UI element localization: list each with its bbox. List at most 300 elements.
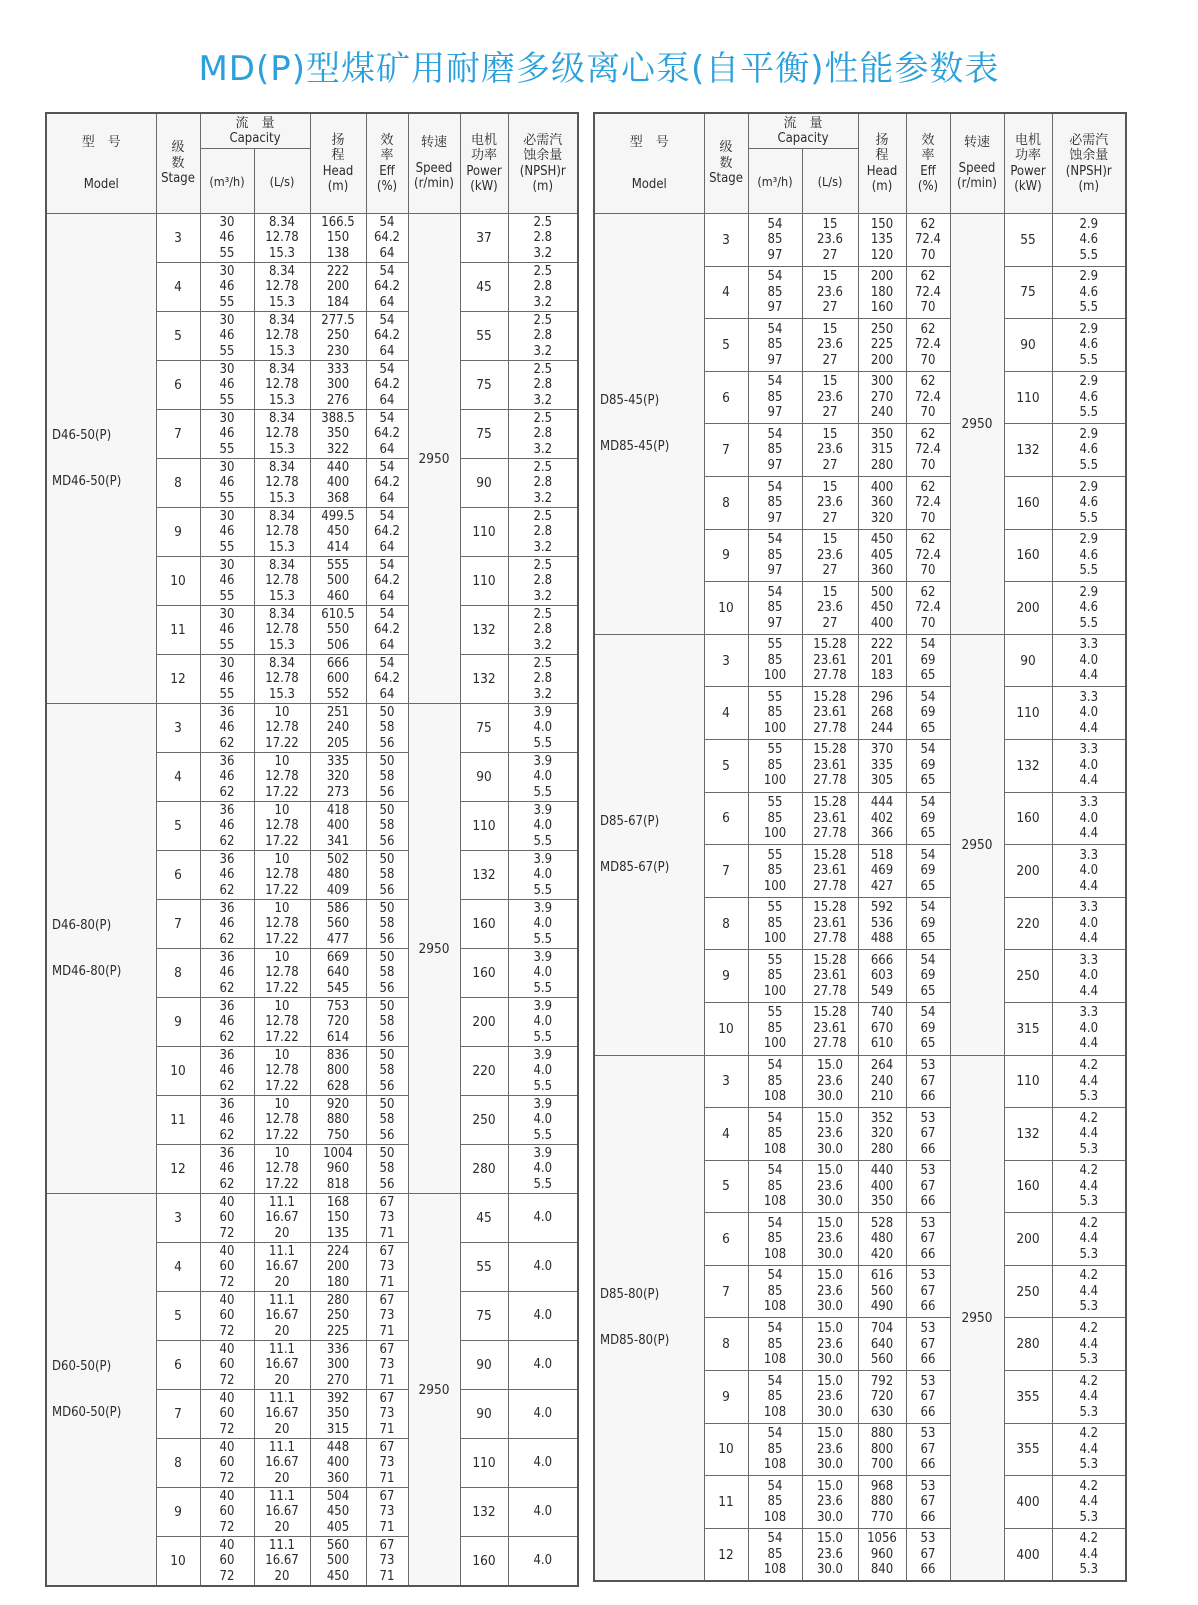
capacity-m3h-cell (748, 1265, 802, 1318)
capacity-ls-cell-value: 23.6 (816, 1073, 844, 1089)
capacity-ls-cell (802, 266, 858, 319)
npsh-cell-value: 4.0 (533, 1014, 553, 1030)
head-cell-value: 592 (870, 900, 894, 916)
head-cell-value: 250 (326, 328, 350, 344)
npsh-cell-value: 5.3 (1079, 1457, 1099, 1473)
head-cell-value: 614 (326, 1029, 350, 1045)
efficiency-cell-value: 62 (920, 532, 936, 548)
capacity-ls-cell-value: 16.67 (265, 1455, 299, 1471)
model-name: D46-80(P) (52, 917, 112, 933)
stage-cell: 4 (704, 1108, 748, 1161)
power-cell: 355 (1004, 1371, 1052, 1424)
efficiency-cell-value: 72.4 (914, 442, 942, 458)
capacity-m3h-cell-value: 100 (763, 931, 787, 947)
capacity-ls-cell-value: 12.78 (265, 279, 299, 295)
efficiency-cell-value: 64 (379, 490, 395, 506)
capacity-ls-cell-value: 12.78 (265, 377, 299, 393)
head-cell-value: 168 (326, 1194, 350, 1210)
capacity-m3h-cell-value: 46 (219, 1014, 235, 1030)
npsh-cell-value: 4.6 (1079, 547, 1099, 563)
stage-cell: 7 (704, 424, 748, 477)
capacity-m3h-cell-value: 55 (219, 343, 235, 359)
head-cell-value: 560 (326, 1537, 350, 1553)
capacity-ls-cell (802, 687, 858, 740)
head-cell-value: 1004 (323, 1145, 353, 1161)
capacity-ls-cell-value: 20 (274, 1470, 290, 1486)
capacity-m3h-cell-value: 46 (219, 671, 235, 687)
head-cell-value: 400 (870, 1178, 894, 1194)
npsh-cell (508, 1145, 578, 1194)
capacity-ls-cell-value: 15.3 (268, 441, 296, 457)
npsh-cell-value: 4.6 (1079, 284, 1099, 300)
efficiency-cell (906, 1423, 950, 1476)
head-cell-value: 336 (326, 1341, 350, 1357)
header-head (858, 113, 906, 214)
head-cell-value: 720 (870, 1389, 894, 1405)
npsh-cell-value: 3.9 (533, 998, 553, 1014)
power-cell: 160 (460, 949, 508, 998)
head-cell-value: 405 (870, 547, 894, 563)
efficiency-cell (366, 949, 408, 998)
header-line: Eff (920, 163, 936, 179)
capacity-ls-cell (802, 1265, 858, 1318)
head-cell-value: 200 (326, 279, 350, 295)
capacity-ls-cell-value: 8.34 (268, 655, 296, 671)
head-cell-value: 277.5 (321, 312, 355, 328)
stage-cell: 8 (704, 1318, 748, 1371)
efficiency-cell-value: 72.4 (914, 232, 942, 248)
efficiency-cell (366, 1194, 408, 1243)
efficiency-cell-value: 64.2 (373, 475, 401, 491)
stage-cell: 11 (704, 1476, 748, 1529)
npsh-cell-value: 2.8 (533, 671, 553, 687)
capacity-ls-cell-value: 12.78 (265, 622, 299, 638)
capacity-ls-cell-value: 8.34 (268, 508, 296, 524)
efficiency-cell-value: 67 (920, 1546, 936, 1562)
header-capacity (200, 113, 310, 149)
efficiency-cell-value: 50 (379, 753, 395, 769)
capacity-ls-cell (254, 1488, 310, 1537)
capacity-ls-cell-value: 15.0 (816, 1531, 844, 1547)
efficiency-cell-value: 54 (920, 952, 936, 968)
model-name: MD46-50(P) (52, 473, 122, 489)
npsh-cell (508, 1096, 578, 1145)
table-row (594, 214, 1126, 267)
efficiency-cell-value: 64.2 (373, 230, 401, 246)
efficiency-cell (906, 1002, 950, 1055)
head-cell (858, 266, 906, 319)
capacity-m3h-cell-value: 30 (219, 361, 235, 377)
efficiency-cell-value: 70 (920, 247, 936, 263)
capacity-ls-cell-value: 8.34 (268, 214, 296, 230)
capacity-ls-cell (254, 1047, 310, 1096)
model-cell (594, 214, 704, 635)
capacity-ls-cell-value: 23.61 (813, 652, 847, 668)
npsh-cell-value: 2.8 (533, 328, 553, 344)
head-cell-value: 704 (870, 1321, 894, 1337)
capacity-m3h-cell-value: 85 (767, 442, 783, 458)
efficiency-cell-value: 53 (920, 1531, 936, 1547)
stage-cell: 4 (156, 1243, 200, 1292)
power-cell: 132 (460, 655, 508, 704)
npsh-cell-value: 4.6 (1079, 442, 1099, 458)
efficiency-cell-value: 50 (379, 1047, 395, 1063)
head-cell-value: 550 (326, 622, 350, 638)
head-cell-value: 586 (326, 900, 350, 916)
capacity-ls-cell-value: 27 (822, 510, 838, 526)
npsh-cell-value: 4.0 (1079, 810, 1099, 826)
capacity-ls-cell (802, 1160, 858, 1213)
efficiency-cell-value: 67 (920, 1231, 936, 1247)
npsh-cell (508, 1194, 578, 1243)
stage-cell: 3 (156, 214, 200, 263)
capacity-m3h-cell-value: 54 (767, 1268, 783, 1284)
model-name: D60-50(P) (52, 1358, 112, 1374)
capacity-ls-cell-value: 12.78 (265, 867, 299, 883)
head-cell-value: 305 (870, 773, 894, 789)
capacity-ls-cell-value: 15 (822, 584, 838, 600)
head-cell-value: 630 (870, 1404, 894, 1420)
capacity-ls-cell-value: 23.6 (816, 284, 844, 300)
efficiency-cell-value: 53 (920, 1373, 936, 1389)
capacity-ls-cell (802, 1002, 858, 1055)
power-cell: 280 (460, 1145, 508, 1194)
head-cell-value: 800 (870, 1441, 894, 1457)
npsh-cell (1052, 1423, 1126, 1476)
capacity-ls-cell-value: 17.22 (265, 931, 299, 947)
head-cell (310, 1488, 366, 1537)
capacity-ls-cell-value: 11.1 (268, 1243, 296, 1259)
stage-cell: 6 (156, 851, 200, 900)
efficiency-cell-value: 67 (920, 1389, 936, 1405)
header-line: (NPSH)r (519, 163, 566, 179)
head-cell-value: 222 (870, 637, 894, 653)
capacity-ls-cell-value: 15.0 (816, 1321, 844, 1337)
stage-cell: 8 (156, 1439, 200, 1488)
capacity-m3h-cell-value: 54 (767, 532, 783, 548)
efficiency-cell-value: 66 (920, 1562, 936, 1578)
head-cell-value: 224 (326, 1243, 350, 1259)
head-cell-value: 300 (326, 377, 350, 393)
head-cell-value: 560 (870, 1283, 894, 1299)
stage-cell: 7 (704, 1265, 748, 1318)
capacity-ls-cell-value: 8.34 (268, 263, 296, 279)
table-row (46, 704, 578, 753)
efficiency-cell (366, 508, 408, 557)
power-cell: 400 (1004, 1528, 1052, 1581)
capacity-m3h-cell-value: 46 (219, 426, 235, 442)
head-cell-value: 640 (870, 1336, 894, 1352)
capacity-ls-cell-value: 11.1 (268, 1488, 296, 1504)
head-cell-value: 320 (870, 1126, 894, 1142)
header-line: 电机 (470, 132, 497, 148)
npsh-cell-value: 4.2 (1079, 1321, 1099, 1337)
stage-cell: 6 (704, 371, 748, 424)
npsh-cell-value: 2.9 (1079, 532, 1099, 548)
npsh-cell (1052, 424, 1126, 477)
capacity-m3h-cell-value: 85 (767, 1494, 783, 1510)
npsh-cell-value: 4.6 (1079, 600, 1099, 616)
capacity-m3h-cell-value: 108 (763, 1509, 787, 1525)
efficiency-cell-value: 70 (920, 300, 936, 316)
efficiency-cell (906, 739, 950, 792)
capacity-m3h-cell-value: 46 (219, 720, 235, 736)
model-name: MD85-67(P) (600, 859, 670, 875)
capacity-ls-cell-value: 15 (822, 321, 838, 337)
efficiency-cell (906, 950, 950, 1003)
capacity-m3h-cell (200, 312, 254, 361)
npsh-cell-value: 4.0 (533, 1553, 553, 1569)
efficiency-cell-value: 62 (920, 374, 936, 390)
capacity-m3h-cell-value: 30 (219, 508, 235, 524)
capacity-ls-cell-value: 23.6 (816, 1336, 844, 1352)
head-cell-value: 800 (326, 1063, 350, 1079)
capacity-ls-cell-value: 10 (274, 1047, 290, 1063)
npsh-cell-value: 3.3 (1079, 795, 1099, 811)
model-cell (46, 1194, 156, 1587)
head-cell (858, 1160, 906, 1213)
npsh-cell-value: 2.9 (1079, 584, 1099, 600)
head-cell (310, 459, 366, 508)
header-capacity (748, 113, 858, 149)
head-cell-value: 518 (870, 847, 894, 863)
header-model-cn: 型 号 (629, 135, 669, 150)
capacity-ls-cell (254, 1194, 310, 1243)
power-cell: 280 (1004, 1318, 1052, 1371)
capacity-m3h-cell-value: 108 (763, 1246, 787, 1262)
capacity-ls-cell (802, 1055, 858, 1108)
head-cell-value: 720 (326, 1014, 350, 1030)
head-cell-value: 150 (870, 216, 894, 232)
stage-cell: 10 (156, 1047, 200, 1096)
npsh-cell-value: 4.2 (1079, 1531, 1099, 1547)
header-line: 数 (171, 155, 185, 171)
capacity-ls-cell (802, 634, 858, 687)
npsh-cell (508, 1439, 578, 1488)
header-line: Head (322, 163, 354, 179)
capacity-m3h-cell-value: 100 (763, 668, 787, 684)
capacity-m3h-cell-value: 85 (767, 705, 783, 721)
header-npsh (508, 113, 578, 214)
capacity-ls-cell-value: 30.0 (816, 1352, 844, 1368)
table-row (594, 634, 1126, 687)
efficiency-cell-value: 72.4 (914, 337, 942, 353)
efficiency-cell-value: 71 (379, 1372, 395, 1388)
capacity-ls-cell (254, 1243, 310, 1292)
efficiency-cell-value: 73 (379, 1504, 395, 1520)
head-cell-value: 222 (326, 263, 350, 279)
stage-cell: 4 (704, 266, 748, 319)
stage-cell: 5 (156, 802, 200, 851)
head-cell-value: 300 (870, 374, 894, 390)
npsh-cell (1052, 897, 1126, 950)
capacity-m3h-cell-value: 46 (219, 1063, 235, 1079)
head-cell-value: 300 (326, 1357, 350, 1373)
efficiency-cell-value: 65 (920, 931, 936, 947)
capacity-ls-cell-value: 8.34 (268, 606, 296, 622)
efficiency-cell (366, 900, 408, 949)
capacity-m3h-cell-value: 54 (767, 1058, 783, 1074)
efficiency-cell-value: 66 (920, 1352, 936, 1368)
capacity-m3h-cell-value: 72 (219, 1274, 235, 1290)
head-cell-value: 183 (870, 668, 894, 684)
capacity-m3h-cell-value: 46 (219, 1112, 235, 1128)
capacity-ls-cell-value: 30.0 (816, 1089, 844, 1105)
npsh-cell (1052, 950, 1126, 1003)
npsh-cell-value: 4.0 (533, 867, 553, 883)
npsh-cell-value: 3.3 (1079, 952, 1099, 968)
stage-cell: 9 (704, 529, 748, 582)
capacity-m3h-cell-value: 54 (767, 1321, 783, 1337)
head-cell-value: 315 (326, 1421, 350, 1437)
head-cell (858, 1476, 906, 1529)
npsh-cell-value: 3.2 (533, 294, 553, 310)
efficiency-cell-value: 70 (920, 352, 936, 368)
efficiency-cell (366, 557, 408, 606)
capacity-ls-cell (802, 214, 858, 267)
head-cell-value: 536 (870, 915, 894, 931)
npsh-cell (508, 998, 578, 1047)
capacity-m3h-cell-value: 62 (219, 1176, 235, 1192)
capacity-ls-cell (254, 606, 310, 655)
capacity-ls-cell (254, 557, 310, 606)
npsh-cell-value: 4.0 (533, 1455, 553, 1471)
efficiency-cell-value: 65 (920, 826, 936, 842)
header-capacity-ls: (L/s) (802, 149, 858, 214)
capacity-ls-cell (802, 529, 858, 582)
head-cell-value: 549 (870, 983, 894, 999)
npsh-cell (1052, 319, 1126, 372)
capacity-ls-cell-value: 15.0 (816, 1268, 844, 1284)
capacity-m3h-cell-value: 85 (767, 1126, 783, 1142)
npsh-cell-value: 2.5 (533, 459, 553, 475)
power-cell: 160 (460, 1537, 508, 1587)
capacity-m3h-cell-value: 54 (767, 321, 783, 337)
efficiency-cell-value: 71 (379, 1421, 395, 1437)
efficiency-cell-value: 54 (920, 1005, 936, 1021)
capacity-ls-cell-value: 8.34 (268, 361, 296, 377)
header-capacity-m3h: (m³/h) (200, 149, 254, 214)
header-line: 功率 (1014, 148, 1041, 163)
npsh-cell-value: 2.8 (533, 377, 553, 393)
capacity-m3h-cell-value: 40 (219, 1390, 235, 1406)
capacity-m3h-cell-value: 55 (219, 686, 235, 702)
efficiency-cell (366, 1243, 408, 1292)
head-cell-value: 350 (326, 1406, 350, 1422)
npsh-cell-value: 3.9 (533, 900, 553, 916)
head-cell-value: 666 (870, 952, 894, 968)
capacity-m3h-cell-value: 108 (763, 1194, 787, 1210)
npsh-cell (1052, 792, 1126, 845)
head-cell-value: 418 (326, 802, 350, 818)
efficiency-cell-value: 54 (920, 795, 936, 811)
npsh-cell-value: 5.3 (1079, 1509, 1099, 1525)
npsh-cell (508, 949, 578, 998)
capacity-ls-cell (802, 1476, 858, 1529)
header-line: 蚀余量 (523, 148, 563, 163)
npsh-cell-value: 4.0 (533, 720, 553, 736)
header-line: 必需汽 (1069, 132, 1109, 148)
capacity-m3h-cell-value: 36 (219, 949, 235, 965)
stage-cell: 12 (704, 1528, 748, 1581)
head-cell-value: 240 (326, 720, 350, 736)
capacity-ls-cell (802, 950, 858, 1003)
table-row (46, 214, 578, 263)
head-cell-value: 352 (870, 1110, 894, 1126)
efficiency-cell-value: 56 (379, 931, 395, 947)
capacity-m3h-cell-value: 108 (763, 1089, 787, 1105)
efficiency-cell-value: 73 (379, 1553, 395, 1569)
npsh-cell (508, 1488, 578, 1537)
capacity-m3h-cell-value: 85 (767, 968, 783, 984)
capacity-m3h-cell-value: 40 (219, 1341, 235, 1357)
capacity-m3h-cell-value: 62 (219, 980, 235, 996)
capacity-m3h-cell-value: 54 (767, 1215, 783, 1231)
efficiency-cell-value: 53 (920, 1215, 936, 1231)
efficiency-cell-value: 66 (920, 1089, 936, 1105)
stage-cell: 10 (704, 1423, 748, 1476)
npsh-cell-value: 5.5 (533, 784, 553, 800)
efficiency-cell-value: 71 (379, 1225, 395, 1241)
head-cell-value: 836 (326, 1047, 350, 1063)
capacity-m3h-cell (748, 266, 802, 319)
capacity-ls-cell-value: 27 (822, 247, 838, 263)
head-cell-value: 368 (326, 490, 350, 506)
capacity-m3h-cell-value: 108 (763, 1299, 787, 1315)
capacity-m3h-cell-value: 60 (219, 1357, 235, 1373)
efficiency-cell-value: 70 (920, 457, 936, 473)
header-line: Stage (709, 171, 743, 187)
npsh-cell-value: 3.3 (1079, 637, 1099, 653)
capacity-ls-cell-value: 23.6 (816, 389, 844, 405)
npsh-cell-value: 2.5 (533, 361, 553, 377)
npsh-cell-value: 2.9 (1079, 321, 1099, 337)
efficiency-cell-value: 64 (379, 294, 395, 310)
capacity-m3h-cell-value: 46 (219, 524, 235, 540)
capacity-m3h-cell-value: 62 (219, 1127, 235, 1143)
efficiency-cell (906, 634, 950, 687)
capacity-m3h-cell-value: 97 (767, 510, 783, 526)
capacity-ls-cell-value: 15.28 (813, 689, 847, 705)
power-cell: 55 (460, 1243, 508, 1292)
header-line: (m) (532, 179, 554, 194)
capacity-m3h-cell-value: 46 (219, 769, 235, 785)
npsh-cell-value: 5.5 (533, 833, 553, 849)
capacity-m3h-cell-value: 36 (219, 1145, 235, 1161)
capacity-ls-cell-value: 20 (274, 1372, 290, 1388)
header-line: (m) (871, 179, 893, 194)
capacity-ls-cell (254, 1537, 310, 1587)
efficiency-cell-value: 53 (920, 1163, 936, 1179)
head-cell-value: 880 (870, 1494, 894, 1510)
capacity-ls-cell-value: 15.28 (813, 847, 847, 863)
header-line: 率 (921, 148, 935, 163)
efficiency-cell (366, 704, 408, 753)
npsh-cell-value: 3.2 (533, 343, 553, 359)
capacity-m3h-cell (748, 1213, 802, 1266)
capacity-ls-cell-value: 27 (822, 615, 838, 631)
capacity-m3h-cell-value: 85 (767, 810, 783, 826)
header-speed (408, 113, 460, 214)
model-name: MD60-50(P) (52, 1404, 122, 1420)
efficiency-cell-value: 67 (920, 1126, 936, 1142)
efficiency-cell-value: 50 (379, 900, 395, 916)
stage-cell: 7 (156, 1390, 200, 1439)
capacity-m3h-cell-value: 60 (219, 1259, 235, 1275)
header-line: (m) (327, 179, 349, 194)
capacity-m3h-cell (748, 476, 802, 529)
capacity-ls-cell-value: 8.34 (268, 557, 296, 573)
